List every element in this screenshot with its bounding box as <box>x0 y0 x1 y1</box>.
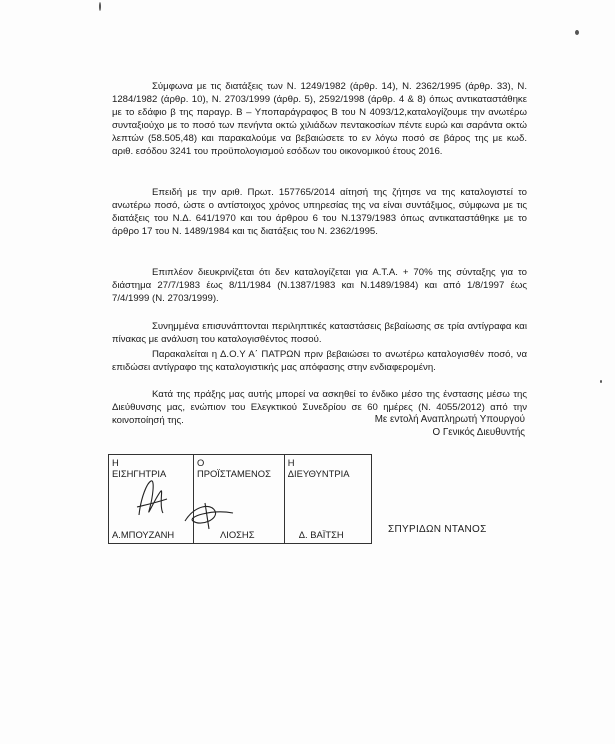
signature-authority-line: Με εντολή Αναπληρωτή Υπουργού <box>374 414 525 425</box>
paragraph-attachments: Συνημμένα επισυνάπτονται περιληπτικές καταστάσεις βεβαίωσης σε τρία αντίγραφα και πίνακας με ανάλυση του καταλογισθέντος ποσού. <box>112 321 527 346</box>
approval-article: Η <box>287 457 295 468</box>
handwritten-signature-icon <box>176 491 246 533</box>
paragraph-tax-office: Παρακαλείται η Δ.Ο.Υ Α΄ ΠΑΤΡΩΝ πριν βεβαιώσει το ανωτέρω καταλογισθέν ποσό, να επιδώσει αντίγραφο της καταλογιστικής μας απόφασης στην ενδιαφερομένη. <box>112 349 527 374</box>
approval-name: Δ. ΒΑΪΤΣΗ <box>298 529 344 540</box>
approval-name: Α.ΜΠΟΥΖΑΝΗ <box>112 529 175 540</box>
scan-speck <box>600 380 602 383</box>
scan-speck <box>575 30 579 35</box>
approval-article: Η <box>112 457 119 468</box>
approval-cell-supervisor <box>193 455 284 544</box>
signer-name: ΣΠΥΡΙΔΩΝ ΝΤΑΝΟΣ <box>388 524 487 535</box>
approvals-table <box>108 454 372 544</box>
paragraph-request: Επειδή με την αριθ. Πρωτ. 157765/2014 αίτησή της ζήτησε να της καταλογιστεί το ανωτέρω ποσό, ώστε ο αντίστοιχος χρόνος υπηρεσίας της να είναι συντάξιμος, σύμφωνα με τις διατάξεις του Ν.Δ. 641/1970 και του άρθρου 6 του Ν.1379/1983 όπως αντικαταστάθηκε με το άρθρο 17 του Ν. 1489/1984 και τις διατάξεις του Ν. 2362/1995. <box>112 187 527 238</box>
handwritten-signature-icon <box>119 477 179 519</box>
approval-role: ΔΙΕΥΘΥΝΤΡΙΑ <box>287 468 350 479</box>
signature-title-line: Ο Γενικός Διευθυντής <box>432 427 525 438</box>
paragraph-exclusions: Επιπλέον διευκρινίζεται ότι δεν καταλογίζεται για Α.Τ.Α. + 70% της σύνταξης για το διάστημα 27/7/1983 έως 8/11/1984 (Ν.1387/1983 και Ν.1489/1984) και από 1/8/1997 έως 7/4/1999 (Ν. 2703/1999). <box>112 267 527 305</box>
approval-role: ΠΡΟΪΣΤΑΜΕΝΟΣ <box>196 468 271 479</box>
approval-name: ΛΙΟΣΗΣ <box>219 529 255 540</box>
paragraph-legal-basis: Σύμφωνα με τις διατάξεις των Ν. 1249/1982 (άρθρ. 14), Ν. 2362/1995 (άρθρ. 33), Ν. 1284/1982 (άρθρ. 10), Ν. 2703/1999 (άρθρ. 5), 2592/1998 (άρθρ. 4 & 8) όπως αντικαταστάθηκε με το εδάφιο β της παραγρ. Β – Υποπαράγραφος Β του Ν 4093/12,καταλογίζουμε την ανωτέρω συνταξιούχο με το ποσό των πενήντα οκτώ χιλιάδων πεντακοσίων πέντε ευρώ και σαράντα οκτώ λεπτών (58.505,48) και παρακαλούμε να βεβαιώσετε το εν λόγω ποσό σε βάρος της με κωδ. αριθ. εσόδου 3241 του προϋπολογισμού εσόδων του οικονομικού έτους 2016. <box>112 81 527 158</box>
scan-speck <box>99 2 101 11</box>
paragraph-objection: Κατά της πράξης μας αυτής μπορεί να ασκηθεί το ένδικο μέσο της ένστασης μέσω της Διεύθυνσης μας, ενώπιον του Ελεγκτικού Συνεδρίου σε 60 ημέρες (Ν. 4055/2012) από την κοινοποίησή της. <box>112 389 527 427</box>
approval-article: Ο <box>196 457 205 468</box>
approval-cell-director <box>284 455 371 544</box>
approval-role: ΕΙΣΗΓΗΤΡΙΑ <box>112 468 167 479</box>
